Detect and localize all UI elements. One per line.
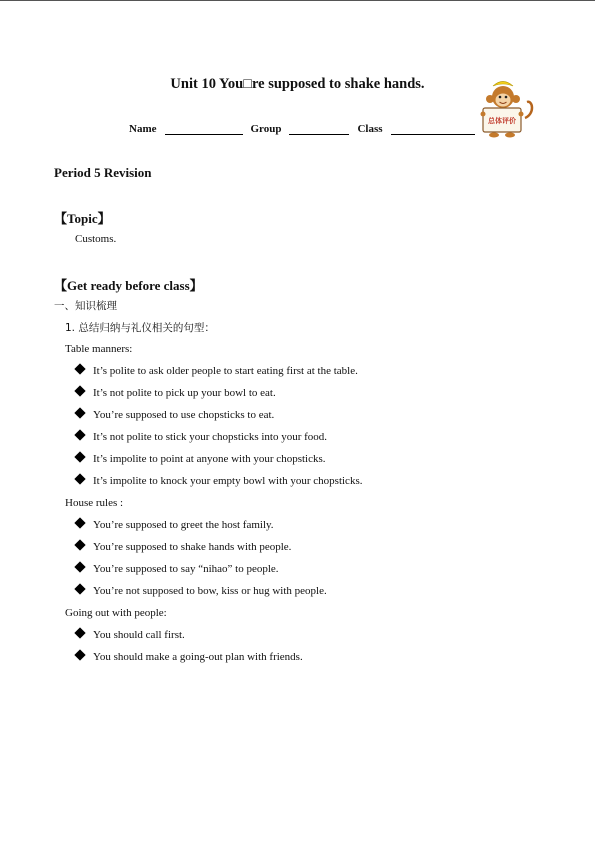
group-label: Group bbox=[250, 123, 282, 135]
list-item: It’s not polite to stick your chopsticks into your food. bbox=[76, 431, 327, 443]
page-title: Unit 10 You□re supposed to shake hands. bbox=[170, 76, 425, 92]
list-item: It’s impolite to point at anyone with your chopsticks. bbox=[76, 453, 326, 465]
list-item: It’s polite to ask older people to start eating first at the table. bbox=[76, 365, 358, 377]
period-heading: Period 5 Revision bbox=[54, 165, 152, 180]
topic-heading: 【Topic】 bbox=[54, 211, 111, 226]
diamond-bullet-icon bbox=[74, 539, 85, 550]
diamond-bullet-icon bbox=[74, 627, 85, 638]
list-item: You’re not supposed to bow, kiss or hug with people. bbox=[76, 585, 327, 597]
group-label-table-manners: Table manners: bbox=[65, 343, 133, 355]
sign-text: 总体评价 bbox=[488, 117, 516, 125]
group-label-house-rules: House rules : bbox=[65, 497, 124, 509]
group-field[interactable] bbox=[289, 122, 349, 135]
diamond-bullet-icon bbox=[74, 583, 85, 594]
diamond-bullet-icon bbox=[74, 517, 85, 528]
monkey-evaluation-icon bbox=[477, 78, 535, 140]
knowledge-subheading: 一、知识梳理 bbox=[54, 300, 117, 312]
get-ready-heading: 【Get ready before class】 bbox=[54, 278, 203, 293]
diamond-bullet-icon bbox=[74, 429, 85, 440]
topic-text: Customs. bbox=[75, 233, 117, 245]
diamond-bullet-icon bbox=[74, 649, 85, 660]
list-item: You’re supposed to greet the host family. bbox=[76, 519, 274, 531]
group-label-going-out: Going out with people: bbox=[65, 607, 167, 619]
list-item: It’s not polite to pick up your bowl to eat. bbox=[76, 387, 276, 399]
class-label: Class bbox=[357, 123, 383, 135]
class-field[interactable] bbox=[391, 122, 475, 135]
diamond-bullet-icon bbox=[74, 451, 85, 462]
list-item: You should make a going-out plan with friends. bbox=[76, 651, 303, 663]
list-item: You’re supposed to shake hands with people. bbox=[76, 541, 291, 553]
student-info-row bbox=[129, 122, 483, 135]
list-item: You’re supposed to say “nihao” to people. bbox=[76, 563, 279, 575]
list-item: You’re supposed to use chopsticks to eat. bbox=[76, 409, 274, 421]
item-1-text: 1. 总结归纳与礼仪相关的句型： bbox=[65, 322, 215, 334]
name-label: Name bbox=[129, 123, 157, 135]
top-border-line bbox=[0, 0, 595, 1]
list-item: It’s impolite to knock your empty bowl with your chopsticks. bbox=[76, 475, 362, 487]
diamond-bullet-icon bbox=[74, 407, 85, 418]
list-item: You should call first. bbox=[76, 629, 185, 641]
name-field[interactable] bbox=[165, 122, 243, 135]
diamond-bullet-icon bbox=[74, 363, 85, 374]
diamond-bullet-icon bbox=[74, 473, 85, 484]
diamond-bullet-icon bbox=[74, 561, 85, 572]
diamond-bullet-icon bbox=[74, 385, 85, 396]
